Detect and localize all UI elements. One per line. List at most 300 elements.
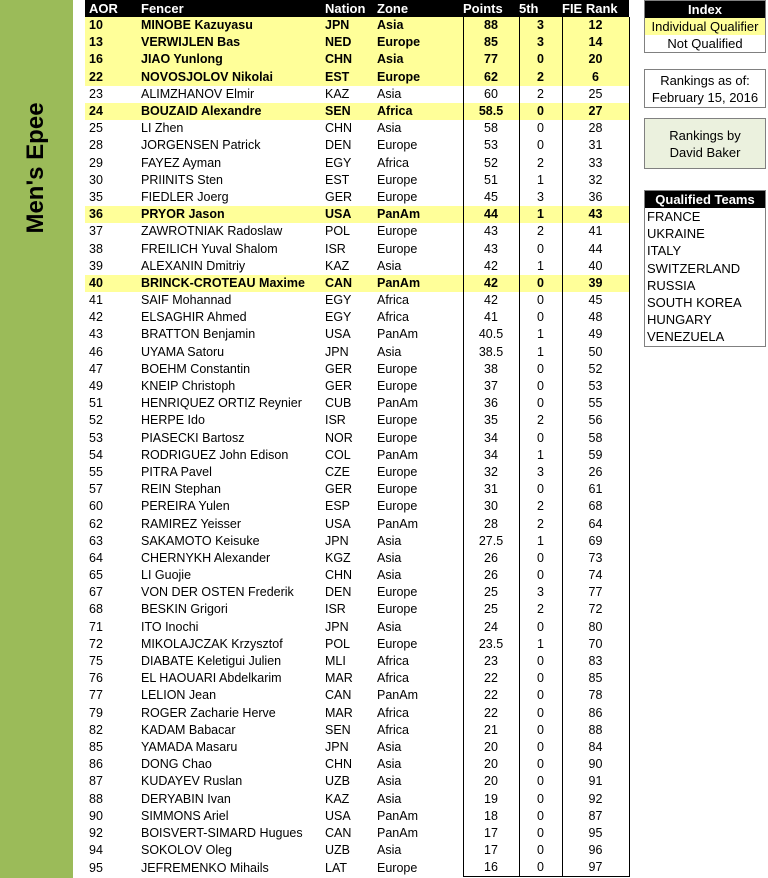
cell-points: 22 (463, 705, 519, 722)
table-row (85, 240, 629, 257)
cell-points: 53 (463, 137, 519, 154)
table-row (85, 687, 629, 704)
cell-zone: PanAm (377, 327, 418, 342)
cell-fencer: ALIMZHANOV Elmir (141, 86, 255, 101)
cell-fifth: 0 (519, 825, 562, 842)
cell-aor: 35 (89, 189, 103, 204)
cell-fencer: UYAMA Satoru (141, 344, 225, 359)
cell-fie-rank: 86 (562, 705, 629, 722)
cell-fifth: 0 (519, 103, 562, 120)
cell-nation: CAN (321, 275, 373, 292)
cell-points: 26 (463, 567, 519, 584)
cell-aor: 82 (89, 722, 103, 737)
cell-fie-rank: 61 (562, 481, 629, 498)
cell-aor: 72 (89, 636, 103, 651)
table-row (85, 739, 629, 756)
cell-points: 26 (463, 550, 519, 567)
cell-zone: Asia (377, 258, 402, 273)
index-title: Index (645, 1, 765, 18)
cell-fencer: CHERNYKH Alexander (141, 550, 271, 565)
cell-fie-rank: 77 (562, 584, 629, 601)
cell-fie-rank: 91 (562, 773, 629, 790)
cell-fifth: 0 (519, 137, 562, 154)
cell-points: 42 (463, 292, 519, 309)
cell-nation: USA (321, 206, 373, 223)
cell-fifth: 1 (519, 533, 562, 550)
cell-fifth: 0 (519, 292, 562, 309)
cell-fencer: NOVOSJOLOV Nikolai (137, 69, 321, 86)
cell-aor: 46 (89, 344, 103, 359)
cell-points: 40.5 (463, 326, 519, 343)
cell-points: 23 (463, 653, 519, 670)
cell-fifth: 0 (519, 687, 562, 704)
cell-nation: USA (325, 327, 351, 342)
cell-fifth: 2 (519, 223, 562, 240)
cell-fie-rank: 44 (562, 240, 629, 257)
cell-fie-rank: 96 (562, 842, 629, 859)
cell-aor: 43 (89, 327, 103, 342)
cell-nation: CUB (325, 396, 352, 411)
cell-fie-rank: 40 (562, 258, 629, 275)
credit-box (644, 118, 766, 169)
table-row (85, 430, 629, 447)
cell-fie-rank: 58 (562, 430, 629, 447)
cell-fifth: 0 (519, 567, 562, 584)
cell-aor: 68 (89, 602, 103, 617)
cell-nation: CHN (325, 568, 353, 583)
cell-nation: NOR (325, 430, 353, 445)
cell-fencer: HENRIQUEZ ORTIZ Reynier (141, 396, 302, 411)
cell-fie-rank: 36 (562, 189, 629, 206)
cell-points: 34 (463, 447, 519, 464)
table-row (85, 412, 629, 429)
cell-fifth: 0 (519, 430, 562, 447)
cell-zone: Africa (377, 705, 409, 720)
cell-zone: Asia (377, 344, 402, 359)
cell-fencer: DONG Chao (141, 757, 212, 772)
cell-nation: GER (325, 379, 353, 394)
cell-fifth: 1 (519, 447, 562, 464)
cell-fifth: 0 (519, 756, 562, 773)
table-row (85, 842, 629, 859)
cell-aor: 51 (89, 396, 103, 411)
team-item: UKRAINE (647, 226, 705, 242)
cell-zone: Europe (377, 860, 418, 875)
cell-zone: Africa (377, 671, 409, 686)
cell-fifth: 0 (519, 790, 562, 807)
cell-fifth: 3 (519, 189, 562, 206)
cell-zone: Europe (377, 413, 418, 428)
cell-nation: EGY (325, 155, 352, 170)
cell-aor: 24 (85, 103, 137, 120)
cell-fencer: ELSAGHIR Ahmed (141, 310, 247, 325)
cell-aor: 53 (89, 430, 103, 445)
cell-aor: 76 (89, 671, 103, 686)
cell-zone: Europe (377, 482, 418, 497)
index-legend (644, 0, 766, 53)
table-row (85, 275, 629, 292)
cell-points: 27.5 (463, 533, 519, 550)
cell-zone: Africa (377, 293, 409, 308)
cell-fencer: VON DER OSTEN Frederik (141, 585, 294, 600)
cell-zone: Europe (377, 464, 418, 479)
cell-fie-rank: 87 (562, 808, 629, 825)
cell-fie-rank: 64 (562, 515, 629, 532)
cell-fifth: 0 (519, 842, 562, 859)
cell-aor: 36 (85, 206, 137, 223)
cell-zone: Europe (377, 379, 418, 394)
cell-nation: ISR (325, 413, 346, 428)
cell-points: 32 (463, 464, 519, 481)
cell-fifth: 0 (519, 51, 562, 68)
rankings-date-label: Rankings as of: (660, 73, 750, 88)
cell-fencer: SOKOLOV Oleg (141, 843, 233, 858)
cell-aor: 95 (89, 860, 103, 875)
cell-fifth: 0 (519, 275, 562, 292)
cell-zone: PanAm (377, 688, 418, 703)
cell-points: 42 (463, 275, 519, 292)
cell-points: 43 (463, 223, 519, 240)
cell-points: 21 (463, 722, 519, 739)
table-row (85, 292, 629, 309)
cell-nation: SEN (325, 722, 351, 737)
cell-nation: NED (321, 34, 373, 51)
cell-points: 41 (463, 309, 519, 326)
cell-fifth: 2 (519, 498, 562, 515)
cell-aor: 94 (89, 843, 103, 858)
cell-aor: 90 (89, 808, 103, 823)
cell-points: 44 (463, 206, 519, 223)
cell-zone: Europe (373, 34, 463, 51)
sidebar-band (0, 0, 73, 878)
table-row (85, 515, 629, 532)
cell-aor: 92 (89, 825, 103, 840)
cell-zone: PanAm (377, 825, 418, 840)
cell-fencer: EL HAOUARI Abdelkarim (141, 671, 282, 686)
credit-label: Rankings by (669, 127, 741, 143)
header-zone: Zone (373, 0, 463, 17)
cell-fencer: MINOBE Kazuyasu (137, 17, 321, 34)
cell-fie-rank: 83 (562, 653, 629, 670)
cell-fie-rank: 78 (562, 687, 629, 704)
cell-points: 38 (463, 361, 519, 378)
cell-nation: MLI (325, 654, 346, 669)
cell-fencer: DIABATE Keletigui Julien (141, 654, 282, 669)
table-row (85, 550, 629, 567)
table-row (85, 51, 629, 68)
cell-points: 25 (463, 584, 519, 601)
cell-nation: CHN (321, 51, 373, 68)
qualified-teams-title: Qualified Teams (645, 191, 765, 208)
cell-fie-rank: 56 (562, 412, 629, 429)
cell-fencer: SAIF Mohannad (141, 293, 232, 308)
cell-zone: Africa (377, 155, 409, 170)
table-row (85, 825, 629, 842)
cell-fie-rank: 41 (562, 223, 629, 240)
cell-aor: 54 (89, 447, 103, 462)
cell-zone: Europe (377, 602, 418, 617)
cell-nation: EST (325, 172, 350, 187)
cell-zone: Europe (377, 636, 418, 651)
cell-aor: 47 (89, 361, 103, 376)
table-row (85, 137, 629, 154)
cell-fifth: 2 (519, 69, 562, 86)
cell-nation: EGY (325, 293, 352, 308)
cell-fie-rank: 33 (562, 155, 629, 172)
cell-nation: LAT (325, 860, 347, 875)
cell-points: 43 (463, 240, 519, 257)
cell-aor: 75 (89, 654, 103, 669)
table-row (85, 103, 629, 120)
cell-aor: 65 (89, 568, 103, 583)
cell-nation: DEN (325, 585, 352, 600)
cell-aor: 16 (85, 51, 137, 68)
cell-zone: Europe (377, 241, 418, 256)
cell-nation: EST (321, 69, 373, 86)
cell-fifth: 1 (519, 172, 562, 189)
cell-nation: JPN (325, 619, 349, 634)
cell-nation: ESP (325, 499, 351, 514)
cell-fencer: KADAM Babacar (141, 722, 236, 737)
cell-fifth: 0 (519, 808, 562, 825)
cell-aor: 28 (89, 138, 103, 153)
cell-fie-rank: 70 (562, 636, 629, 653)
cell-zone: Asia (377, 550, 402, 565)
rankings-date-value: February 15, 2016 (651, 90, 759, 105)
cell-fencer: PIASECKI Bartosz (141, 430, 245, 445)
cell-points: 85 (463, 34, 519, 51)
cell-fifth: 1 (519, 344, 562, 361)
table-row (85, 172, 629, 189)
cell-fie-rank: 69 (562, 533, 629, 550)
cell-nation: MAR (325, 671, 353, 686)
cell-fifth: 0 (519, 361, 562, 378)
cell-fie-rank: 48 (562, 309, 629, 326)
cell-aor: 55 (89, 464, 103, 479)
cell-fie-rank: 50 (562, 344, 629, 361)
cell-nation: CHN (325, 121, 353, 136)
cell-points: 52 (463, 155, 519, 172)
cell-fencer: BESKIN Grigori (141, 602, 228, 617)
table-header-row (85, 0, 629, 17)
table-row (85, 773, 629, 790)
cell-fie-rank: 25 (562, 86, 629, 103)
cell-nation: USA (325, 808, 351, 823)
cell-fifth: 0 (519, 859, 562, 877)
cell-fie-rank: 88 (562, 722, 629, 739)
cell-fencer: BRATTON Benjamin (141, 327, 256, 342)
cell-fie-rank: 52 (562, 361, 629, 378)
cell-zone: Europe (377, 189, 418, 204)
cell-aor: 86 (89, 757, 103, 772)
header-aor: AOR (85, 0, 137, 17)
cell-fencer: PITRA Pavel (141, 464, 212, 479)
cell-fie-rank: 84 (562, 739, 629, 756)
cell-nation: DEN (325, 138, 352, 153)
table-row (85, 601, 629, 618)
cell-zone: Africa (373, 103, 463, 120)
cell-fencer: JIAO Yunlong (137, 51, 321, 68)
cell-points: 23.5 (463, 636, 519, 653)
cell-fie-rank: 59 (562, 447, 629, 464)
cell-fifth: 1 (519, 326, 562, 343)
cell-nation: COL (325, 447, 351, 462)
cell-fencer: FIEDLER Joerg (141, 189, 229, 204)
cell-nation: SEN (321, 103, 373, 120)
cell-fifth: 0 (519, 773, 562, 790)
cell-nation: KAZ (325, 791, 350, 806)
table-row (85, 533, 629, 550)
cell-aor: 29 (89, 155, 103, 170)
cell-points: 62 (463, 69, 519, 86)
cell-points: 35 (463, 412, 519, 429)
cell-fencer: REIN Stephan (141, 482, 221, 497)
cell-nation: KAZ (325, 258, 350, 273)
cell-fifth: 3 (519, 464, 562, 481)
cell-fie-rank: 45 (562, 292, 629, 309)
cell-nation: JPN (325, 739, 349, 754)
cell-zone: Asia (377, 121, 402, 136)
cell-nation: CAN (325, 825, 352, 840)
cell-zone: Asia (377, 533, 402, 548)
cell-fencer: VERWIJLEN Bas (137, 34, 321, 51)
cell-nation: MAR (325, 705, 353, 720)
table-row (85, 34, 629, 51)
table-row (85, 309, 629, 326)
cell-fie-rank: 53 (562, 378, 629, 395)
cell-zone: Europe (377, 430, 418, 445)
cell-points: 42 (463, 258, 519, 275)
cell-zone: Asia (377, 86, 402, 101)
cell-points: 24 (463, 619, 519, 636)
cell-points: 22 (463, 670, 519, 687)
table-row (85, 790, 629, 807)
cell-fencer: SAKAMOTO Keisuke (141, 533, 260, 548)
cell-points: 18 (463, 808, 519, 825)
cell-aor: 25 (89, 121, 103, 136)
table-row (85, 223, 629, 240)
cell-aor: 64 (89, 550, 103, 565)
cell-zone: PanAm (373, 206, 463, 223)
cell-fie-rank: 20 (562, 51, 629, 68)
cell-points: 58 (463, 120, 519, 137)
cell-nation: POL (325, 636, 351, 651)
cell-points: 60 (463, 86, 519, 103)
cell-zone: Asia (377, 757, 402, 772)
cell-aor: 79 (89, 705, 103, 720)
cell-fie-rank: 26 (562, 464, 629, 481)
cell-aor: 37 (89, 224, 103, 239)
cell-fie-rank: 80 (562, 619, 629, 636)
cell-fie-rank: 6 (562, 69, 629, 86)
cell-fie-rank: 55 (562, 395, 629, 412)
cell-zone: PanAm (377, 516, 418, 531)
cell-points: 77 (463, 51, 519, 68)
cell-nation: GER (325, 189, 353, 204)
cell-fifth: 0 (519, 120, 562, 137)
cell-zone: Asia (377, 774, 402, 789)
cell-fencer: ALEXANIN Dmitriy (141, 258, 246, 273)
cell-fencer: DERYABIN Ivan (141, 791, 231, 806)
cell-aor: 77 (89, 688, 103, 703)
cell-fencer: SIMMONS Ariel (141, 808, 229, 823)
cell-aor: 23 (89, 86, 103, 101)
team-item: HUNGARY (647, 312, 712, 328)
table-row (85, 653, 629, 670)
cell-zone: Europe (377, 585, 418, 600)
cell-fifth: 2 (519, 155, 562, 172)
cell-zone: Asia (373, 51, 463, 68)
cell-fie-rank: 31 (562, 137, 629, 154)
team-item: RUSSIA (647, 277, 696, 293)
cell-nation: KAZ (325, 86, 350, 101)
cell-zone: PanAm (373, 275, 463, 292)
cell-fifth: 1 (519, 636, 562, 653)
cell-fifth: 3 (519, 17, 562, 34)
cell-zone: Africa (377, 722, 409, 737)
cell-fie-rank: 92 (562, 790, 629, 807)
cell-aor: 52 (89, 413, 103, 428)
cell-fie-rank: 28 (562, 120, 629, 137)
table-row (85, 258, 629, 275)
header-fencer: Fencer (137, 0, 321, 17)
cell-fifth: 0 (519, 619, 562, 636)
cell-fifth: 1 (519, 258, 562, 275)
cell-aor: 60 (89, 499, 103, 514)
team-item: ITALY (647, 243, 682, 259)
cell-fie-rank: 39 (562, 275, 629, 292)
cell-fie-rank: 90 (562, 756, 629, 773)
sheet-title: Men's Epee (22, 102, 49, 234)
table-row (85, 155, 629, 172)
table-row (85, 447, 629, 464)
cell-points: 31 (463, 481, 519, 498)
cell-points: 45 (463, 189, 519, 206)
cell-fifth: 0 (519, 395, 562, 412)
cell-nation: GER (325, 482, 353, 497)
cell-fencer: BOEHM Constantin (141, 361, 251, 376)
table-row (85, 464, 629, 481)
cell-fifth: 0 (519, 550, 562, 567)
cell-aor: 22 (85, 69, 137, 86)
cell-aor: 42 (89, 310, 103, 325)
cell-nation: KGZ (325, 550, 351, 565)
cell-fencer: ROGER Zacharie Herve (141, 705, 276, 720)
cell-points: 20 (463, 739, 519, 756)
cell-fencer: BRINCK-CROTEAU Maxime (137, 275, 321, 292)
cell-aor: 30 (89, 172, 103, 187)
credit-author: David Baker (669, 144, 741, 160)
cell-nation: EGY (325, 310, 352, 325)
cell-fencer: KUDAYEV Ruslan (141, 774, 243, 789)
cell-fifth: 0 (519, 309, 562, 326)
cell-points: 20 (463, 773, 519, 790)
cell-points: 36 (463, 395, 519, 412)
cell-nation: ISR (325, 241, 346, 256)
cell-fencer: JORGENSEN Patrick (141, 138, 261, 153)
cell-fencer: LI Guojie (141, 568, 192, 583)
cell-fencer: MIKOLAJCZAK Krzysztof (141, 636, 283, 651)
cell-fie-rank: 97 (562, 859, 629, 877)
cell-fencer: BOISVERT-SIMARD Hugues (141, 825, 303, 840)
cell-fie-rank: 27 (562, 103, 629, 120)
cell-fifth: 3 (519, 34, 562, 51)
cell-zone: Asia (377, 791, 402, 806)
cell-aor: 10 (85, 17, 137, 34)
cell-points: 58.5 (463, 103, 519, 120)
cell-nation: POL (325, 224, 351, 239)
cell-fie-rank: 73 (562, 550, 629, 567)
